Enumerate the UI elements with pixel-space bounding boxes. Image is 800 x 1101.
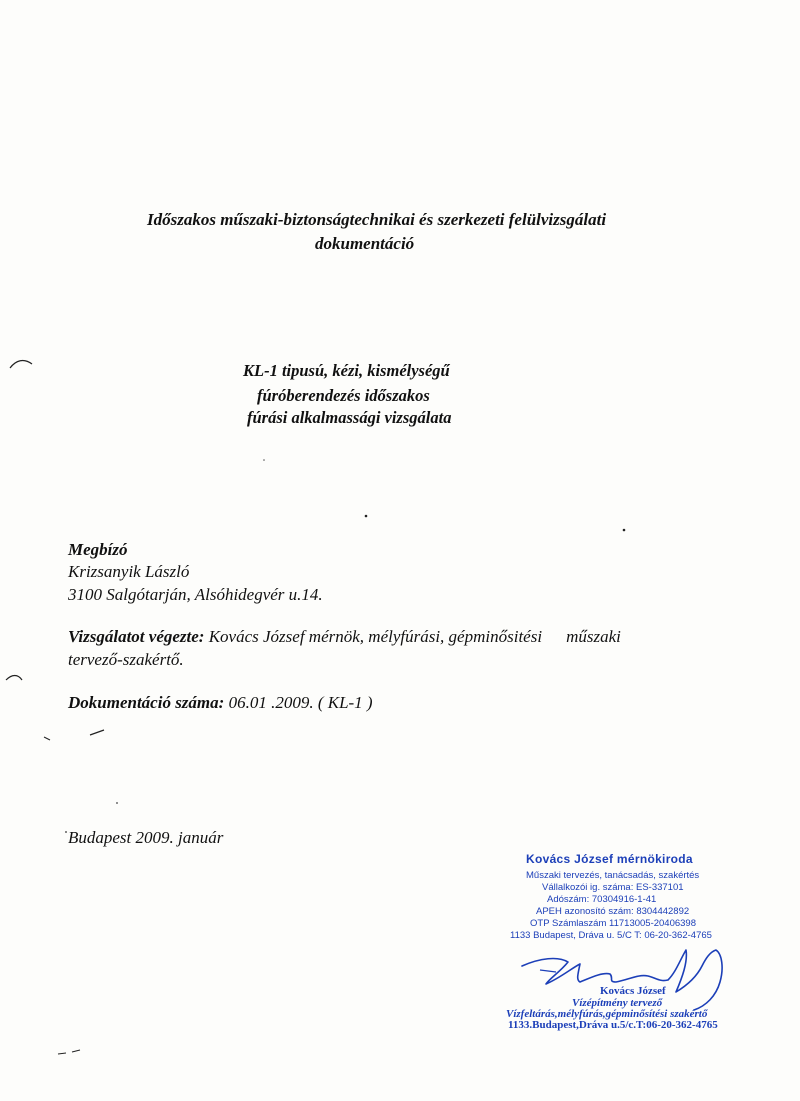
office-stamp-title: Kovács József mérnökiroda — [526, 852, 693, 866]
office-stamp-line: APEH azonosító szám: 8304442892 — [536, 906, 690, 917]
document-number-value: 06.01 .2009. ( KL-1 ) — [228, 693, 373, 712]
office-stamp-line: OTP Számlaszám 11713005-20406398 — [530, 918, 697, 929]
subject-line1: KL-1 tipusú, kézi, kismélységű — [243, 361, 450, 380]
examiner-line — [68, 627, 621, 647]
personal-stamp-address: 1133.Budapest,Dráva u.5/c.T:06-20-362-4765 — [508, 1019, 718, 1031]
personal-stamp-name: Kovács József — [600, 985, 666, 997]
place-date: Budapest 2009. január — [68, 828, 224, 847]
office-stamp-line: Műszaki tervezés, tanácsadás, szakértés — [526, 870, 700, 881]
subject-line3: fúrási alkalmassági vizsgálata — [247, 408, 452, 427]
office-stamp-line: Vállalkozói ig. száma: ES-337101 — [542, 882, 684, 893]
client-address: 3100 Salgótarján, Alsóhidegvér u.14. — [68, 585, 323, 604]
personal-stamp-qualification: Vízfeltárás,mélyfúrás,gépminősítési szakértő — [506, 1008, 708, 1020]
examiner-text-end: műszaki — [566, 627, 621, 646]
client-name: Krizsanyik László — [68, 562, 190, 581]
document-number-line — [68, 693, 373, 713]
document-title-line1: Időszakos műszaki-biztonságtechnikai és szerkezeti felülvizsgálati — [147, 210, 607, 229]
client-label: Megbízó — [68, 540, 128, 559]
personal-stamp-title: Vízépítmény tervező — [572, 997, 663, 1009]
office-stamp-line: 1133 Budapest, Dráva u. 5/C T: 06-20-362-4765 — [510, 930, 712, 941]
examiner-text: Kovács József mérnök, mélyfúrási, gépminősitési — [208, 627, 543, 646]
document-number-label: Dokumentáció száma: — [68, 693, 225, 712]
subject-line2: fúróberendezés időszakos — [257, 386, 430, 405]
document-title-line2: dokumentáció — [315, 234, 415, 253]
examiner-label: Vizsgálatot végezte: — [68, 627, 205, 646]
examiner-line2: tervező-szakértő. — [68, 650, 184, 669]
office-stamp-line: Adószám: 70304916-1-41 — [547, 894, 657, 905]
